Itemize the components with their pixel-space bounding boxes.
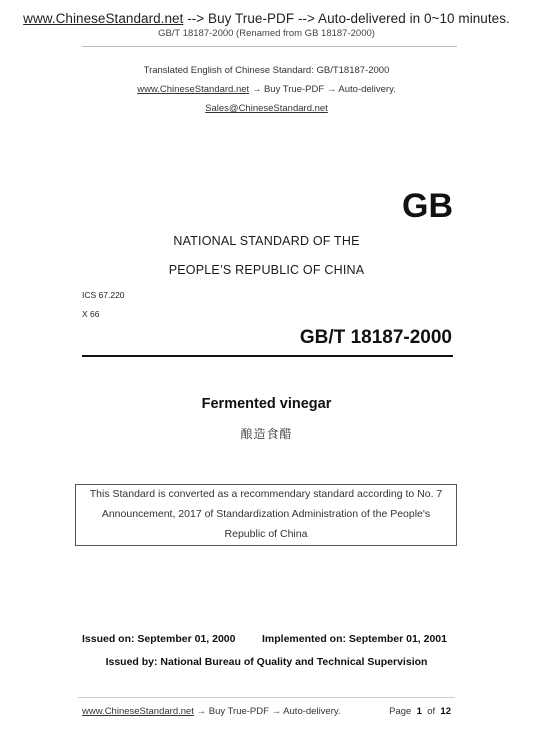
implemented-date: Implemented on: September 01, 2001 — [262, 633, 447, 645]
top-banner — [0, 11, 533, 26]
document-title-chinese: 酿造食醋 — [240, 427, 293, 441]
standard-number: GB/T 18187-2000 — [299, 327, 452, 348]
sales-email-link[interactable]: Sales@ChineseStandard.net — [205, 103, 328, 114]
issued-date: Issued on: September 01, 2000 — [82, 633, 236, 645]
translation-site-link[interactable]: www.ChineseStandard.net — [137, 84, 250, 95]
ics-code: ICS 67.220 — [82, 290, 125, 300]
footer-divider — [78, 697, 455, 698]
footer-promo — [82, 706, 341, 717]
banner-subtitle: GB/T 18187-2000 (Renamed from GB 18187-2000) — [158, 28, 375, 39]
title-divider — [82, 355, 453, 357]
banner-text: --> Buy True-PDF --> Auto-delivered in 0~10 minutes. — [183, 11, 510, 26]
translation-delivery-line — [0, 84, 533, 95]
notice-line-1: This Standard is converted as a recommendary standard according to No. 7 — [89, 488, 443, 500]
header-divider — [82, 46, 457, 47]
notice-line-3: Republic of China — [224, 528, 308, 540]
page-indicator — [389, 706, 451, 717]
page-total: 12 — [440, 706, 451, 717]
document-title-english: Fermented vinegar — [201, 396, 332, 412]
page-current: 1 — [416, 706, 422, 717]
x-code: X 66 — [82, 309, 100, 319]
page-label: Page — [389, 706, 412, 717]
gb-mark: GB — [402, 187, 453, 225]
national-standard-line-2: PEOPLE’S REPUBLIC OF CHINA — [168, 263, 365, 277]
footer-delivery-text: → Buy True-PDF → Auto-delivery. — [193, 706, 341, 717]
banner-site-link[interactable]: www.ChineseStandard.net — [23, 11, 184, 26]
issuing-body: Issued by: National Bureau of Quality and Technical Supervision — [105, 656, 428, 668]
notice-line-2: Announcement, 2017 of Standardization Administration of the People's — [101, 508, 431, 520]
page-of: of — [427, 706, 436, 717]
footer-site-link[interactable]: www.ChineseStandard.net — [82, 706, 194, 717]
national-standard-line-1: NATIONAL STANDARD OF THE — [173, 234, 360, 248]
sales-email-line — [0, 103, 533, 114]
translation-delivery-text: → Buy True-PDF → Auto-delivery. — [249, 84, 396, 95]
translation-line: Translated English of Chinese Standard: GB/T18187-2000 — [143, 65, 390, 76]
